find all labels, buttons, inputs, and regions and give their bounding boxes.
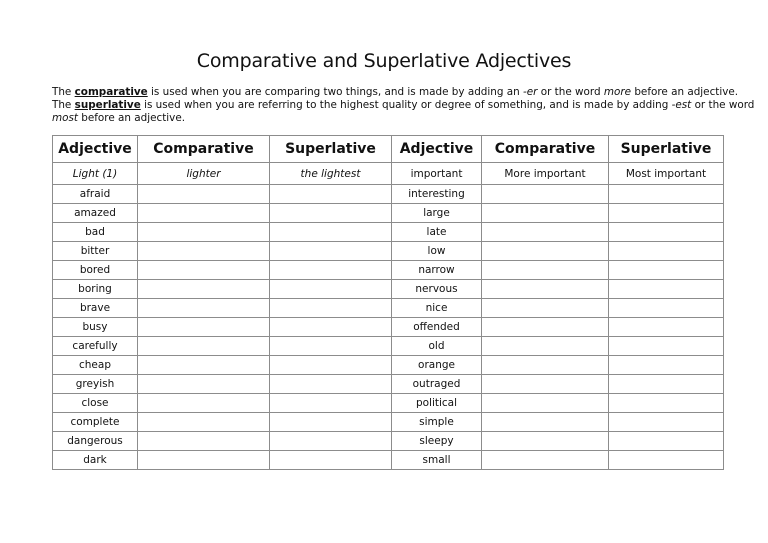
example-comparative-right: More important	[482, 163, 609, 185]
superlative-answer-cell-left[interactable]	[270, 337, 392, 356]
table-row	[53, 356, 724, 375]
comparative-answer-cell-right[interactable]	[482, 413, 609, 432]
comparative-answer-cell-left[interactable]	[138, 337, 270, 356]
adjective-cell-left: busy	[53, 318, 138, 337]
adjective-cell-right: offended	[392, 318, 482, 337]
superlative-answer-cell-right[interactable]	[609, 432, 724, 451]
intro-line-most	[52, 112, 728, 125]
superlative-answer-cell-right[interactable]	[609, 451, 724, 470]
example-superlative-left: the lightest	[270, 163, 392, 185]
word-more: more	[603, 86, 632, 98]
col-header-comparative-right: Comparative	[482, 136, 609, 163]
adjective-cell-right: simple	[392, 413, 482, 432]
adjective-cell-left: boring	[53, 280, 138, 299]
superlative-answer-cell-right[interactable]	[609, 280, 724, 299]
superlative-answer-cell-left[interactable]	[270, 299, 392, 318]
table-row	[53, 375, 724, 394]
intro-text-fragment: The	[52, 99, 75, 111]
comparative-answer-cell-left[interactable]	[138, 432, 270, 451]
adjective-cell-right: narrow	[392, 261, 482, 280]
page-title: Comparative and Superlative Adjectives	[196, 50, 572, 72]
example-row	[53, 163, 724, 185]
comparative-answer-cell-left[interactable]	[138, 318, 270, 337]
comparative-answer-cell-left[interactable]	[138, 261, 270, 280]
adjective-cell-right: large	[392, 204, 482, 223]
intro-text-fragment: or the word	[537, 86, 604, 98]
comparative-answer-cell-left[interactable]	[138, 280, 270, 299]
adjective-table	[52, 135, 724, 470]
adjective-cell-right: sleepy	[392, 432, 482, 451]
intro-line-superlative	[52, 99, 755, 112]
superlative-answer-cell-left[interactable]	[270, 432, 392, 451]
suffix-er: -er	[523, 86, 538, 98]
table-row	[53, 394, 724, 413]
table-row	[53, 413, 724, 432]
adjective-cell-right: low	[392, 242, 482, 261]
superlative-answer-cell-left[interactable]	[270, 280, 392, 299]
table-row	[53, 432, 724, 451]
comparative-answer-cell-left[interactable]	[138, 299, 270, 318]
col-header-superlative-right: Superlative	[609, 136, 724, 163]
intro-text-fragment: The	[52, 86, 75, 98]
adjective-cell-left: dark	[53, 451, 138, 470]
comparative-answer-cell-left[interactable]	[138, 356, 270, 375]
superlative-answer-cell-left[interactable]	[270, 242, 392, 261]
comparative-answer-cell-left[interactable]	[138, 185, 270, 204]
adjective-cell-right: political	[392, 394, 482, 413]
adjective-cell-left: cheap	[53, 356, 138, 375]
comparative-answer-cell-right[interactable]	[482, 204, 609, 223]
superlative-answer-cell-left[interactable]	[270, 451, 392, 470]
adjective-cell-left: bitter	[53, 242, 138, 261]
comparative-answer-cell-right[interactable]	[482, 223, 609, 242]
comparative-answer-cell-left[interactable]	[138, 223, 270, 242]
adjective-cell-right: interesting	[392, 185, 482, 204]
comparative-answer-cell-right[interactable]	[482, 299, 609, 318]
suffix-est: -est	[671, 99, 692, 111]
example-adjective-left: Light (1)	[53, 163, 138, 185]
adjective-cell-left: complete	[53, 413, 138, 432]
adjective-cell-left: bored	[53, 261, 138, 280]
table-row	[53, 451, 724, 470]
comparative-answer-cell-right[interactable]	[482, 261, 609, 280]
superlative-answer-cell-left[interactable]	[270, 185, 392, 204]
intro-text-fragment: before an adjective.	[77, 112, 186, 124]
table-row	[53, 299, 724, 318]
comparative-term: comparative	[74, 86, 148, 98]
superlative-answer-cell-right[interactable]	[609, 413, 724, 432]
comparative-answer-cell-right[interactable]	[482, 375, 609, 394]
superlative-answer-cell-right[interactable]	[609, 223, 724, 242]
superlative-answer-cell-right[interactable]	[609, 356, 724, 375]
table-row	[53, 261, 724, 280]
superlative-answer-cell-right[interactable]	[609, 242, 724, 261]
example-superlative-right: Most important	[609, 163, 724, 185]
intro-text-fragment: is used when you are referring to the highest quality or degree of something, and is made by adding	[140, 99, 672, 111]
adjective-cell-left: afraid	[53, 185, 138, 204]
table-row	[53, 318, 724, 337]
superlative-answer-cell-right[interactable]	[609, 299, 724, 318]
superlative-answer-cell-left[interactable]	[270, 204, 392, 223]
superlative-answer-cell-left[interactable]	[270, 356, 392, 375]
superlative-answer-cell-left[interactable]	[270, 318, 392, 337]
superlative-answer-cell-right[interactable]	[609, 318, 724, 337]
comparative-answer-cell-right[interactable]	[482, 451, 609, 470]
adjective-cell-left: close	[53, 394, 138, 413]
superlative-answer-cell-right[interactable]	[609, 261, 724, 280]
adjective-cell-right: orange	[392, 356, 482, 375]
example-comparative-left: lighter	[138, 163, 270, 185]
comparative-answer-cell-right[interactable]	[482, 356, 609, 375]
comparative-answer-cell-left[interactable]	[138, 451, 270, 470]
comparative-answer-cell-left[interactable]	[138, 375, 270, 394]
example-adjective-right: important	[392, 163, 482, 185]
superlative-answer-cell-left[interactable]	[270, 394, 392, 413]
intro-line-comparative	[52, 86, 739, 99]
comparative-answer-cell-left[interactable]	[138, 204, 270, 223]
adjective-cell-left: amazed	[53, 204, 138, 223]
comparative-answer-cell-left[interactable]	[138, 242, 270, 261]
superlative-answer-cell-right[interactable]	[609, 375, 724, 394]
table-row	[53, 280, 724, 299]
table-row	[53, 337, 724, 356]
superlative-answer-cell-left[interactable]	[270, 223, 392, 242]
superlative-answer-cell-right[interactable]	[609, 185, 724, 204]
col-header-adjective-right: Adjective	[392, 136, 482, 163]
intro-text-fragment: is used when you are comparing two things, and is made by adding an	[147, 86, 524, 98]
comparative-answer-cell-right[interactable]	[482, 337, 609, 356]
adjective-cell-right: small	[392, 451, 482, 470]
col-header-adjective-left: Adjective	[53, 136, 138, 163]
comparative-answer-cell-right[interactable]	[482, 280, 609, 299]
adjective-cell-right: nice	[392, 299, 482, 318]
intro-text	[52, 86, 755, 125]
adjective-cell-left: brave	[53, 299, 138, 318]
comparative-answer-cell-left[interactable]	[138, 394, 270, 413]
table-row	[53, 242, 724, 261]
adjective-cell-left: greyish	[53, 375, 138, 394]
comparative-answer-cell-right[interactable]	[482, 318, 609, 337]
table-row	[53, 185, 724, 204]
superlative-answer-cell-right[interactable]	[609, 204, 724, 223]
adjective-cell-right: old	[392, 337, 482, 356]
superlative-term: superlative	[74, 99, 141, 111]
intro-text-fragment: before an adjective.	[631, 86, 739, 98]
adjective-cell-right: outraged	[392, 375, 482, 394]
comparative-answer-cell-right[interactable]	[482, 242, 609, 261]
header-row	[53, 136, 724, 163]
comparative-answer-cell-right[interactable]	[482, 185, 609, 204]
adjective-cell-right: nervous	[392, 280, 482, 299]
comparative-answer-cell-right[interactable]	[482, 394, 609, 413]
comparative-answer-cell-right[interactable]	[482, 432, 609, 451]
table-row	[53, 204, 724, 223]
intro-text-fragment: or the word	[691, 99, 755, 111]
table-row	[53, 223, 724, 242]
superlative-answer-cell-left[interactable]	[270, 375, 392, 394]
superlative-answer-cell-left[interactable]	[270, 413, 392, 432]
adjective-cell-left: bad	[53, 223, 138, 242]
comparative-answer-cell-left[interactable]	[138, 413, 270, 432]
col-header-superlative-left: Superlative	[270, 136, 392, 163]
word-most: most	[52, 112, 78, 124]
adjective-cell-right: late	[392, 223, 482, 242]
col-header-comparative-left: Comparative	[138, 136, 270, 163]
adjective-cell-left: dangerous	[53, 432, 138, 451]
adjective-cell-left: carefully	[53, 337, 138, 356]
superlative-answer-cell-right[interactable]	[609, 394, 724, 413]
superlative-answer-cell-right[interactable]	[609, 337, 724, 356]
superlative-answer-cell-left[interactable]	[270, 261, 392, 280]
